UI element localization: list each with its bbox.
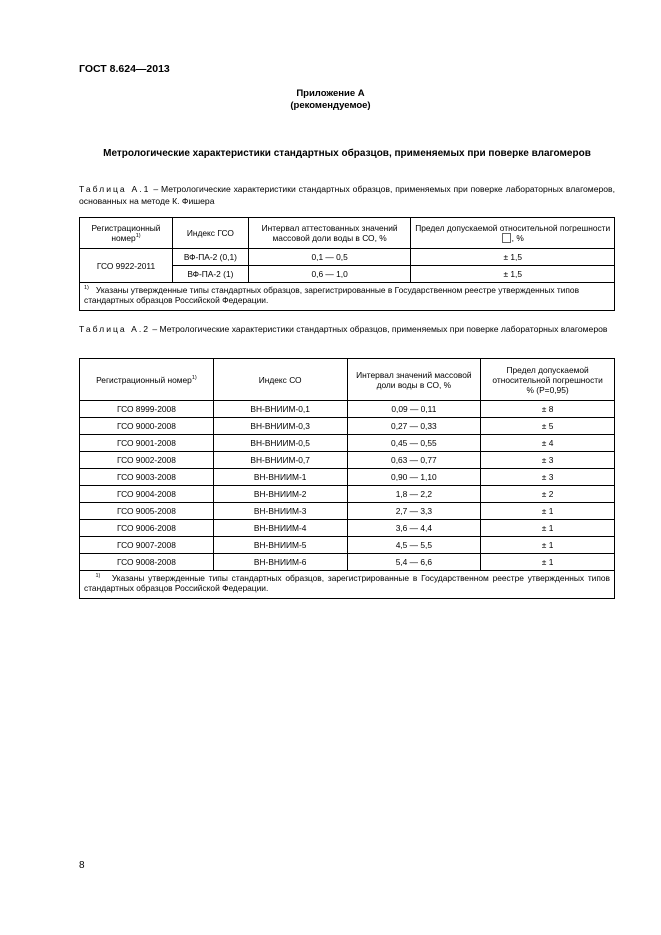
table1-cell-limit: ± 1,5: [411, 266, 615, 283]
table2-header-limit: Предел допускаемой относительной погрешности % (Р=0,95): [481, 359, 615, 401]
table2-cell-interval: 5,4 — 6,6: [347, 554, 481, 571]
table2-note-row: [80, 571, 615, 599]
table2-footnote: $^{1)}$ Указаны утвержденные типы стандартных образцов, зарегистрированные в Государственном реестре утвержденных типов стандартных образцов Российской Федерации.: [80, 571, 615, 599]
table2-cell-index: ВН-ВНИИМ-4: [213, 520, 347, 537]
table1-cell-index: ВФ-ПА-2 (1): [172, 266, 248, 283]
table-row: [80, 503, 615, 520]
table2-cell-index: ВН-ВНИИМ-0,3: [213, 418, 347, 435]
table2-cell-interval: 0,09 — 0,11: [347, 401, 481, 418]
table1-header-row: [80, 218, 615, 249]
table2-cell-index: ВН-ВНИИМ-3: [213, 503, 347, 520]
table-row: [80, 486, 615, 503]
table2-cell-index: ВН-ВНИИМ-2: [213, 486, 347, 503]
table2: [79, 358, 615, 599]
table-row: [80, 435, 615, 452]
table2-header-interval: Интервал значений массовой доли воды в СО, %: [347, 359, 481, 401]
table-row: [80, 418, 615, 435]
table2-cell-reg: ГСО 9006-2008: [80, 520, 214, 537]
table1-footnote: $^{1)}$ Указаны утвержденные типы стандартных образцов, зарегистрированные в Государственном реестре утвержденных типов стандартных образцов Российской Федерации.: [80, 283, 615, 311]
table-row: [80, 469, 615, 486]
table-row: [80, 249, 615, 266]
table2-cell-limit: ± 1: [481, 520, 615, 537]
table-row: [80, 452, 615, 469]
table2-cell-limit: ± 1: [481, 554, 615, 571]
table2-cell-interval: 0,90 — 1,10: [347, 469, 481, 486]
table2-cell-reg: ГСО 9008-2008: [80, 554, 214, 571]
table1-caption: [79, 183, 615, 207]
table2-cell-reg: ГСО 9002-2008: [80, 452, 214, 469]
table2-cell-index: ВН-ВНИИМ-0,7: [213, 452, 347, 469]
table2-cell-limit: ± 5: [481, 418, 615, 435]
table2-cell-reg: ГСО 9001-2008: [80, 435, 214, 452]
table1-header-index: Индекс ГСО: [172, 218, 248, 249]
table1-cell-interval: 0,6 — 1,0: [248, 266, 411, 283]
table1-label: Таблица А.1: [79, 184, 151, 194]
table2-cell-interval: 0,27 — 0,33: [347, 418, 481, 435]
table2-cell-limit: ± 1: [481, 537, 615, 554]
table1-note-row: [80, 283, 615, 311]
table-row: [80, 537, 615, 554]
table1-cell-reg: ГСО 9922-2011: [80, 249, 173, 283]
table2-cell-reg: ГСО 9007-2008: [80, 537, 214, 554]
table2-header-reg: Регистрационный номер$^{1)}$: [80, 359, 214, 401]
table2-cell-limit: ± 1: [481, 503, 615, 520]
table1-cell-interval: 0,1 — 0,5: [248, 249, 411, 266]
appendix-heading: [0, 88, 661, 112]
section-title: Метрологические характеристики стандартных образцов, применяемых при поверке влагомеров: [103, 148, 591, 159]
table2-caption-text: – Метрологические характеристики стандартных образцов, применяемых при поверке лабораторных влагомеров: [152, 324, 608, 334]
table2-cell-reg: ГСО 9000-2008: [80, 418, 214, 435]
table1-header-reg: Регистрационный номер$^{1)}$: [80, 218, 173, 249]
table-row: [80, 554, 615, 571]
appendix-subtitle: (рекомендуемое): [290, 100, 371, 111]
table2-cell-limit: ± 2: [481, 486, 615, 503]
table2-cell-reg: ГСО 9004-2008: [80, 486, 214, 503]
table2-cell-limit: ± 8: [481, 401, 615, 418]
document-code: ГОСТ 8.624—2013: [79, 63, 170, 75]
table1-header-limit: Предел допускаемой относительной погрешности , %: [411, 218, 615, 249]
page-number: 8: [79, 860, 85, 871]
table2-cell-limit: ± 3: [481, 452, 615, 469]
table-row: [80, 520, 615, 537]
table2-header-row: [80, 359, 615, 401]
table2-cell-interval: 4,5 — 5,5: [347, 537, 481, 554]
table1-cell-limit: ± 1,5: [411, 249, 615, 266]
table2-label: Таблица А.2: [79, 324, 150, 334]
table2-cell-index: ВН-ВНИИМ-1: [213, 469, 347, 486]
table2-cell-limit: ± 4: [481, 435, 615, 452]
table1-header-interval: Интервал аттестованных значений массовой доли воды в СО, %: [248, 218, 411, 249]
appendix-title: Приложение А: [296, 88, 365, 99]
table2-cell-interval: 0,63 — 0,77: [347, 452, 481, 469]
table2-cell-interval: 0,45 — 0,55: [347, 435, 481, 452]
table-row: [80, 401, 615, 418]
table2-cell-reg: ГСО 9003-2008: [80, 469, 214, 486]
table2-cell-reg: ГСО 9005-2008: [80, 503, 214, 520]
table2-caption: [79, 323, 615, 335]
table1-caption-text: – Метрологические характеристики стандартных образцов, применяемых при поверке лабораторных влагомеров, основанных на методе К. Фишера: [79, 184, 615, 206]
table1: [79, 217, 615, 311]
table2-cell-index: ВН-ВНИИМ-0,1: [213, 401, 347, 418]
table2-cell-reg: ГСО 8999-2008: [80, 401, 214, 418]
table2-cell-index: ВН-ВНИИМ-5: [213, 537, 347, 554]
table2-cell-index: ВН-ВНИИМ-0,5: [213, 435, 347, 452]
table2-cell-interval: 3,6 — 4,4: [347, 520, 481, 537]
table1-cell-index: ВФ-ПА-2 (0,1): [172, 249, 248, 266]
table2-cell-index: ВН-ВНИИМ-6: [213, 554, 347, 571]
table2-cell-interval: 2,7 — 3,3: [347, 503, 481, 520]
table2-cell-interval: 1,8 — 2,2: [347, 486, 481, 503]
missing-glyph-icon: [502, 233, 511, 243]
table2-header-index: Индекс СО: [213, 359, 347, 401]
table2-cell-limit: ± 3: [481, 469, 615, 486]
